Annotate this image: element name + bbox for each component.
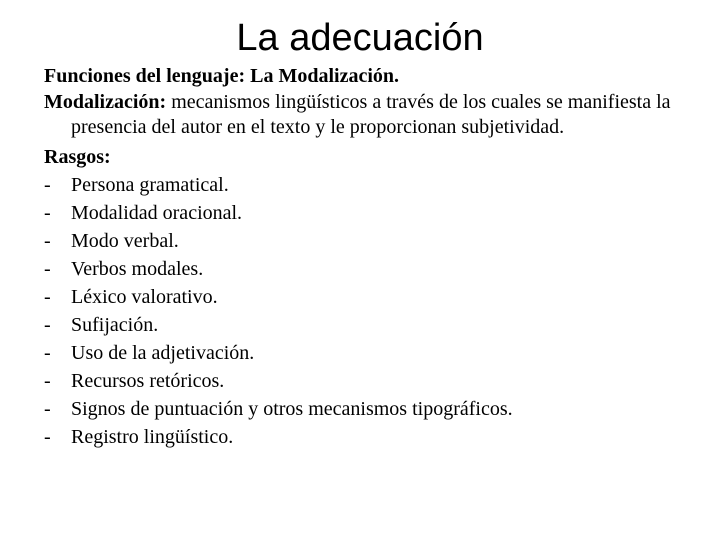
rasgos-list (44, 171, 694, 451)
rasgo-text: Modo verbal. (71, 230, 179, 252)
rasgo-item (44, 423, 694, 451)
rasgo-item (44, 395, 694, 423)
bullet-dash: - (44, 286, 51, 308)
bullet-dash: - (44, 202, 51, 224)
rasgo-text: Modalidad oracional. (71, 202, 243, 224)
rasgo-text: Uso de la adjetivación. (71, 342, 255, 364)
rasgo-text: Sufijación. (71, 314, 159, 336)
definition-paragraph (44, 90, 694, 140)
rasgo-item (44, 311, 694, 339)
rasgo-item (44, 171, 694, 199)
rasgo-text: Verbos modales. (71, 258, 204, 280)
rasgo-item (44, 367, 694, 395)
rasgo-text: Registro lingüístico. (71, 426, 234, 448)
bullet-dash: - (44, 314, 51, 336)
rasgo-item (44, 339, 694, 367)
bullet-dash: - (44, 426, 51, 448)
slide-title: La adecuación (236, 17, 484, 59)
rasgo-item (44, 255, 694, 283)
rasgo-text: Recursos retóricos. (71, 370, 225, 392)
rasgo-item (44, 227, 694, 255)
bullet-dash: - (44, 342, 51, 364)
bullet-dash: - (44, 230, 51, 252)
slide-content (44, 62, 694, 451)
bullet-dash: - (44, 370, 51, 392)
definition-text: mecanismos lingüísticos a través de los cuales se manifiesta la presencia del autor en el texto y le proporcionan subjetividad. (71, 91, 671, 138)
rasgo-text: Léxico valorativo. (71, 286, 218, 308)
bullet-dash: - (44, 258, 51, 280)
rasgo-text: Signos de puntuación y otros mecanismos tipográficos. (71, 398, 513, 420)
definition-term: Modalización: (44, 91, 167, 113)
bullet-dash: - (44, 174, 51, 196)
rasgo-item (44, 283, 694, 311)
rasgos-label: Rasgos: (44, 146, 111, 168)
rasgo-item (44, 199, 694, 227)
section-heading: Funciones del lenguaje: La Modalización. (44, 65, 399, 87)
bullet-dash: - (44, 398, 51, 420)
rasgo-text: Persona gramatical. (71, 174, 229, 196)
